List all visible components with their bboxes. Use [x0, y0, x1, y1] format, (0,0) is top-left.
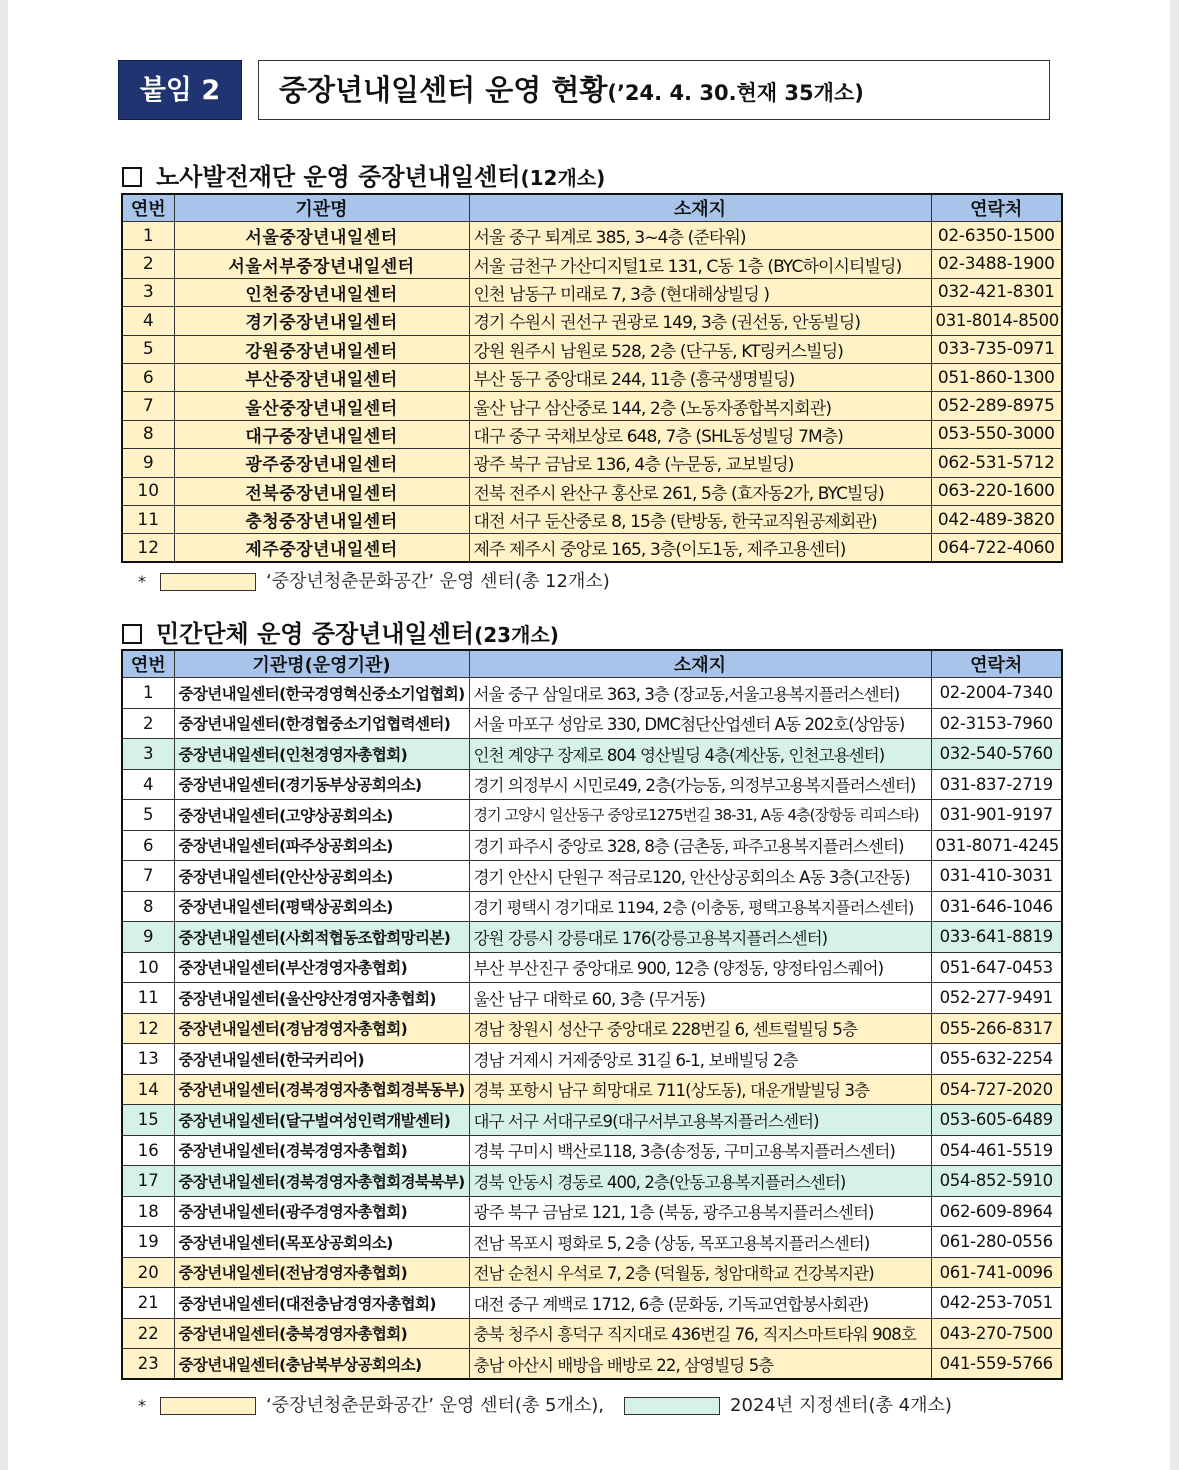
row-phone: 02-2004-7340 — [931, 678, 1062, 709]
row-phone: 055-632-2254 — [931, 1044, 1062, 1075]
row-number: 18 — [122, 1196, 174, 1227]
row-phone: 054-727-2020 — [931, 1074, 1062, 1105]
row-number: 2 — [122, 250, 174, 278]
row-phone: 042-253-7051 — [931, 1288, 1062, 1319]
legend-yellow-label: ‘중장년청춘문화공간’ 운영 센터(총 12개소) — [266, 571, 610, 592]
col-header-no: 연번 — [122, 650, 174, 678]
row-name: 중장년내일센터(경기동부상공회의소) — [174, 769, 469, 800]
row-name: 중장년내일센터(전남경영자총협회) — [174, 1257, 469, 1288]
row-name: 중장년내일센터(한국경영혁신중소기업협회) — [174, 678, 469, 709]
row-address: 인천 남동구 미래로 7, 3층 (현대해상빌딩 ) — [469, 278, 931, 306]
row-number: 11 — [122, 505, 174, 533]
checkbox-icon — [122, 167, 142, 187]
row-address: 서울 중구 퇴계로 385, 3~4층 (준타워) — [469, 222, 931, 250]
col-header-address: 소재지 — [469, 650, 931, 678]
row-phone: 02-6350-1500 — [931, 222, 1062, 250]
row-name: 광주중장년내일센터 — [174, 449, 469, 477]
section1-legend — [138, 567, 610, 593]
row-phone: 031-837-2719 — [931, 769, 1062, 800]
row-number: 6 — [122, 830, 174, 861]
col-header-phone: 연락처 — [931, 650, 1062, 678]
row-number: 23 — [122, 1349, 174, 1380]
row-name: 전북중장년내일센터 — [174, 477, 469, 505]
row-phone: 031-901-9197 — [931, 800, 1062, 831]
row-number: 4 — [122, 307, 174, 335]
table-row — [122, 1349, 1062, 1380]
row-address: 강원 강릉시 강릉대로 176(강릉고용복지플러스센터) — [469, 922, 931, 953]
row-address: 부산 부산진구 중앙대로 900, 12층 (양정동, 양정타임스퀘어) — [469, 952, 931, 983]
row-address: 경남 거제시 거제중앙로 31길 6-1, 보배빌딩 2층 — [469, 1044, 931, 1075]
table-row — [122, 307, 1062, 335]
row-address: 광주 북구 금남로 121, 1층 (북동, 광주고용복지플러스센터) — [469, 1196, 931, 1227]
section1-table — [121, 193, 1063, 563]
row-address: 충남 아산시 배방읍 배방로 22, 삼영빌딩 5층 — [469, 1349, 931, 1380]
row-address: 경기 수원시 권선구 권광로 149, 3층 (권선동, 안동빌딩) — [469, 307, 931, 335]
row-name: 중장년내일센터(울산양산경영자총협회) — [174, 983, 469, 1014]
row-name: 중장년내일센터(한경협중소기업협력센터) — [174, 708, 469, 739]
row-number: 19 — [122, 1227, 174, 1258]
row-number: 12 — [122, 534, 174, 562]
table-row — [122, 250, 1062, 278]
row-phone: 061-741-0096 — [931, 1257, 1062, 1288]
table-row — [122, 1257, 1062, 1288]
row-number: 7 — [122, 861, 174, 892]
table-row — [122, 477, 1062, 505]
row-address: 서울 마포구 성암로 330, DMC첨단산업센터 A동 202호(상암동) — [469, 708, 931, 739]
row-number: 5 — [122, 800, 174, 831]
section1-count: (12개소) — [520, 166, 606, 190]
table-row — [122, 1044, 1062, 1075]
row-address: 대구 서구 서대구로9(대구서부고용복지플러스센터) — [469, 1105, 931, 1136]
row-phone: 033-735-0971 — [931, 335, 1062, 363]
row-address: 경남 창원시 성산구 중앙대로 228번길 6, 센트럴빌딩 5층 — [469, 1013, 931, 1044]
row-phone: 054-852-5910 — [931, 1166, 1062, 1197]
row-address: 경기 파주시 중앙로 328, 8층 (금촌동, 파주고용복지플러스센터) — [469, 830, 931, 861]
row-phone: 031-646-1046 — [931, 891, 1062, 922]
row-number: 20 — [122, 1257, 174, 1288]
document-page — [8, 0, 1170, 1470]
row-address: 대전 서구 둔산중로 8, 15층 (탄방동, 한국교직원공제회관) — [469, 505, 931, 533]
section2-title — [122, 614, 559, 649]
row-name: 대구중장년내일센터 — [174, 420, 469, 448]
legend-star: * — [138, 572, 146, 591]
row-name: 인천중장년내일센터 — [174, 278, 469, 306]
table-row — [122, 363, 1062, 391]
table-row — [122, 769, 1062, 800]
row-phone: 041-559-5766 — [931, 1349, 1062, 1380]
table-row — [122, 861, 1062, 892]
row-address: 전남 목포시 평화로 5, 2층 (상동, 목포고용복지플러스센터) — [469, 1227, 931, 1258]
row-phone: 031-8014-8500 — [931, 307, 1062, 335]
row-phone: 02-3153-7960 — [931, 708, 1062, 739]
row-address: 강원 원주시 남원로 528, 2층 (단구동, KT링커스빌딩) — [469, 335, 931, 363]
table-row — [122, 1318, 1062, 1349]
row-phone: 032-421-8301 — [931, 278, 1062, 306]
table-row — [122, 1196, 1062, 1227]
row-phone: 061-280-0556 — [931, 1227, 1062, 1258]
row-name: 경기중장년내일센터 — [174, 307, 469, 335]
row-phone: 053-550-3000 — [931, 420, 1062, 448]
checkbox-icon — [122, 624, 142, 644]
row-name: 울산중장년내일센터 — [174, 392, 469, 420]
table-header-row — [122, 650, 1062, 678]
table-row — [122, 420, 1062, 448]
row-name: 중장년내일센터(부산경영자총협회) — [174, 952, 469, 983]
row-number: 21 — [122, 1288, 174, 1319]
row-number: 4 — [122, 769, 174, 800]
row-number: 3 — [122, 278, 174, 306]
row-name: 중장년내일센터(파주상공회의소) — [174, 830, 469, 861]
table-row — [122, 800, 1062, 831]
section1-title — [122, 157, 605, 192]
table-row — [122, 1013, 1062, 1044]
row-phone: 02-3488-1900 — [931, 250, 1062, 278]
row-phone: 052-289-8975 — [931, 392, 1062, 420]
table-row — [122, 983, 1062, 1014]
row-address: 대구 중구 국채보상로 648, 7층 (SHL동성빌딩 7M층) — [469, 420, 931, 448]
table-row — [122, 505, 1062, 533]
row-phone: 062-609-8964 — [931, 1196, 1062, 1227]
row-address: 경기 고양시 일산동구 중앙로1275번길 38-31, A동 4층(장항동 리피스타) — [469, 800, 931, 831]
row-name: 중장년내일센터(인천경영자총협회) — [174, 739, 469, 770]
row-name: 중장년내일센터(경북경영자총협회경북북부) — [174, 1166, 469, 1197]
row-address: 경기 안산시 단원구 적금로120, 안산상공회의소 A동 3층(고잔동) — [469, 861, 931, 892]
row-address: 경북 안동시 경동로 400, 2층(안동고용복지플러스센터) — [469, 1166, 931, 1197]
legend-yellow-swatch — [160, 1397, 256, 1415]
row-address: 서울 금천구 가산디지털1로 131, C동 1층 (BYC하이시티빌딩) — [469, 250, 931, 278]
row-address: 서울 중구 삼일대로 363, 3층 (장교동,서울고용복지플러스센터) — [469, 678, 931, 709]
table-row — [122, 1074, 1062, 1105]
col-header-no: 연번 — [122, 194, 174, 222]
row-number: 8 — [122, 420, 174, 448]
row-number: 13 — [122, 1044, 174, 1075]
table-row — [122, 739, 1062, 770]
section1-title-text: 노사발전재단 운영 중장년내일센터 — [156, 163, 521, 191]
row-number: 1 — [122, 222, 174, 250]
row-address: 경기 의정부시 시민로49, 2층(가능동, 의정부고용복지플러스센터) — [469, 769, 931, 800]
document-title: 중장년내일센터 운영 현황 — [279, 73, 608, 107]
row-phone: 042-489-3820 — [931, 505, 1062, 533]
row-number: 15 — [122, 1105, 174, 1136]
row-name: 부산중장년내일센터 — [174, 363, 469, 391]
row-name: 충청중장년내일센터 — [174, 505, 469, 533]
row-address: 제주 제주시 중앙로 165, 3층(이도1동, 제주고용센터) — [469, 534, 931, 562]
table-row — [122, 392, 1062, 420]
row-address: 인천 계양구 장제로 804 영산빌딩 4층(계산동, 인천고용센터) — [469, 739, 931, 770]
document-subtitle: (’24. 4. 30.현재 35개소) — [607, 81, 864, 105]
row-phone: 063-220-1600 — [931, 477, 1062, 505]
row-phone: 052-277-9491 — [931, 983, 1062, 1014]
row-name: 중장년내일센터(충남북부상공회의소) — [174, 1349, 469, 1380]
attachment-tag: 붙임 2 — [118, 60, 242, 120]
row-name: 중장년내일센터(평택상공회의소) — [174, 891, 469, 922]
row-number: 3 — [122, 739, 174, 770]
table-row — [122, 449, 1062, 477]
row-address: 경북 포항시 남구 희망대로 711(상도동), 대운개발빌딩 3층 — [469, 1074, 931, 1105]
row-number: 22 — [122, 1318, 174, 1349]
table-row — [122, 1288, 1062, 1319]
row-number: 14 — [122, 1074, 174, 1105]
row-name: 중장년내일센터(한국커리어) — [174, 1044, 469, 1075]
row-address: 대전 중구 계백로 1712, 6층 (문화동, 기독교연합봉사회관) — [469, 1288, 931, 1319]
legend-green-swatch — [624, 1397, 720, 1415]
table-row — [122, 534, 1062, 562]
col-header-address: 소재지 — [469, 194, 931, 222]
table-row — [122, 891, 1062, 922]
row-phone: 062-531-5712 — [931, 449, 1062, 477]
table-row — [122, 708, 1062, 739]
row-address: 경북 구미시 백산로118, 3층(송정동, 구미고용복지플러스센터) — [469, 1135, 931, 1166]
section2-count: (23개소) — [474, 623, 559, 647]
row-name: 중장년내일센터(대전충남경영자총협회) — [174, 1288, 469, 1319]
row-name: 중장년내일센터(사회적협동조합희망리본) — [174, 922, 469, 953]
table-row — [122, 335, 1062, 363]
row-address: 충북 청주시 흥덕구 직지대로 436번길 76, 직지스마트타워 908호 — [469, 1318, 931, 1349]
section2-table-body — [122, 678, 1062, 1380]
row-phone: 043-270-7500 — [931, 1318, 1062, 1349]
row-phone: 051-860-1300 — [931, 363, 1062, 391]
table-row — [122, 1166, 1062, 1197]
section2-table — [121, 649, 1063, 1380]
legend-green-label: 2024년 지정센터(총 4개소) — [730, 1395, 952, 1416]
row-name: 중장년내일센터(경남경영자총협회) — [174, 1013, 469, 1044]
row-number: 9 — [122, 449, 174, 477]
row-number: 7 — [122, 392, 174, 420]
row-address: 전남 순천시 우석로 7, 2층 (덕월동, 청암대학교 건강복지관) — [469, 1257, 931, 1288]
row-phone: 053-605-6489 — [931, 1105, 1062, 1136]
table-row — [122, 922, 1062, 953]
row-name: 중장년내일센터(광주경영자총협회) — [174, 1196, 469, 1227]
table-row — [122, 278, 1062, 306]
row-name: 서울서부중장년내일센터 — [174, 250, 469, 278]
row-phone: 055-266-8317 — [931, 1013, 1062, 1044]
row-name: 강원중장년내일센터 — [174, 335, 469, 363]
legend-yellow-swatch — [160, 573, 256, 591]
legend-yellow-label: ‘중장년청춘문화공간’ 운영 센터(총 5개소), — [266, 1395, 605, 1416]
section1-table-body — [122, 222, 1062, 563]
row-number: 6 — [122, 363, 174, 391]
table-row — [122, 952, 1062, 983]
section2-legend — [138, 1391, 952, 1417]
row-phone: 031-410-3031 — [931, 861, 1062, 892]
row-number: 12 — [122, 1013, 174, 1044]
row-number: 1 — [122, 678, 174, 709]
row-number: 5 — [122, 335, 174, 363]
row-phone: 054-461-5519 — [931, 1135, 1062, 1166]
table-row — [122, 678, 1062, 709]
row-name: 중장년내일센터(달구벌여성인력개발센터) — [174, 1105, 469, 1136]
row-number: 10 — [122, 952, 174, 983]
col-header-name: 기관명 — [174, 194, 469, 222]
legend-star: * — [138, 1396, 146, 1415]
row-name: 중장년내일센터(고양상공회의소) — [174, 800, 469, 831]
row-number: 10 — [122, 477, 174, 505]
row-phone: 051-647-0453 — [931, 952, 1062, 983]
row-name: 중장년내일센터(충북경영자총협회) — [174, 1318, 469, 1349]
table-row — [122, 1135, 1062, 1166]
row-phone: 064-722-4060 — [931, 534, 1062, 562]
row-name: 중장년내일센터(목포상공회의소) — [174, 1227, 469, 1258]
row-address: 부산 동구 중앙대로 244, 11층 (흥국생명빌딩) — [469, 363, 931, 391]
col-header-name: 기관명(운영기관) — [174, 650, 469, 678]
row-phone: 031-8071-4245 — [931, 830, 1062, 861]
row-phone: 032-540-5760 — [931, 739, 1062, 770]
table-row — [122, 830, 1062, 861]
row-number: 8 — [122, 891, 174, 922]
col-header-phone: 연락처 — [931, 194, 1062, 222]
section2-title-text: 민간단체 운영 중장년내일센터 — [156, 620, 475, 648]
table-row — [122, 222, 1062, 250]
row-number: 2 — [122, 708, 174, 739]
row-address: 울산 남구 삼산중로 144, 2층 (노동자종합복지회관) — [469, 392, 931, 420]
row-address: 광주 북구 금남로 136, 4층 (누문동, 교보빌딩) — [469, 449, 931, 477]
row-number: 11 — [122, 983, 174, 1014]
table-row — [122, 1105, 1062, 1136]
row-number: 17 — [122, 1166, 174, 1197]
row-phone: 033-641-8819 — [931, 922, 1062, 953]
row-name: 제주중장년내일센터 — [174, 534, 469, 562]
row-address: 울산 남구 대학로 60, 3층 (무거동) — [469, 983, 931, 1014]
row-name: 중장년내일센터(경북경영자총협회) — [174, 1135, 469, 1166]
row-address: 경기 평택시 경기대로 1194, 2층 (이충동, 평택고용복지플러스센터) — [469, 891, 931, 922]
row-number: 9 — [122, 922, 174, 953]
table-header-row — [122, 194, 1062, 222]
row-address: 전북 전주시 완산구 홍산로 261, 5층 (효자동2가, BYC빌딩) — [469, 477, 931, 505]
row-name: 중장년내일센터(안산상공회의소) — [174, 861, 469, 892]
document-title-box — [258, 60, 1050, 120]
row-name: 서울중장년내일센터 — [174, 222, 469, 250]
row-number: 16 — [122, 1135, 174, 1166]
table-row — [122, 1227, 1062, 1258]
row-name: 중장년내일센터(경북경영자총협회경북동부) — [174, 1074, 469, 1105]
